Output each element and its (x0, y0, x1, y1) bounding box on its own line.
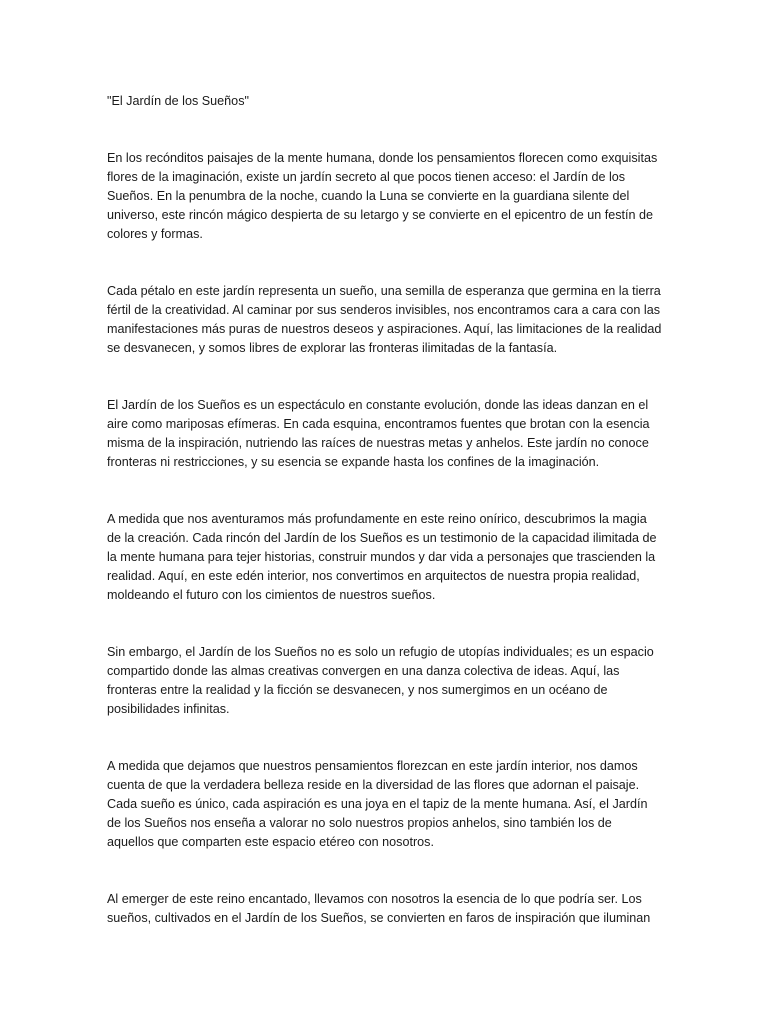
document-title: "El Jardín de los Sueños" (107, 94, 249, 108)
document-body (107, 92, 662, 966)
paragraph: Sin embargo, el Jardín de los Sueños no es solo un refugio de utopías individuales; es un espacio compartido donde las almas creativas convergen en una danza colectiva de ideas. Aquí, las fronteras entre la realidad y la ficción se desvanecen, y nos sumergimos en un océano de posibilidades infinitas. (107, 645, 654, 716)
paragraph: A medida que dejamos que nuestros pensamientos florezcan en este jardín interior, nos damos cuenta de que la verdadera belleza reside en la diversidad de las flores que adornan el paisaje. Cada sueño es único, cada aspiración es una joya en el tapiz de la mente humana. Así, el Jardín de los Sueños nos enseña a valorar no solo nuestros propios anhelos, sino también los de aquellos que comparten este espacio etéreo con nosotros. (107, 759, 648, 849)
paragraph: Al emerger de este reino encantado, llevamos con nosotros la esencia de lo que podría ser. Los sueños, cultivados en el Jardín de los Sueños, se convierten en faros de inspiración que iluminan (107, 892, 651, 925)
paragraph: El Jardín de los Sueños es un espectáculo en constante evolución, donde las ideas danzan en el aire como mariposas efímeras. En cada esquina, encontramos fuentes que brotan con la esencia misma de la inspiración, nutriendo las raíces de nuestras metas y anhelos. Este jardín no conoce fronteras ni restricciones, y su esencia se expande hasta los confines de la imaginación. (107, 398, 650, 469)
paragraph: A medida que nos aventuramos más profundamente en este reino onírico, descubrimos la magia de la creación. Cada rincón del Jardín de los Sueños es un testimonio de la capacidad ilimitada de la mente humana para tejer historias, construir mundos y dar vida a personajes que trascienden la realidad. Aquí, en este edén interior, nos convertimos en arquitectos de nuestra propia realidad, moldeando el futuro con los cimientos de nuestros sueños. (107, 512, 657, 602)
paragraph: En los recónditos paisajes de la mente humana, donde los pensamientos florecen como exquisitas flores de la imaginación, existe un jardín secreto al que pocos tienen acceso: el Jardín de los Sueños. En la penumbra de la noche, cuando la Luna se convierte en la guardiana silente del universo, este rincón mágico despierta de su letargo y se convierte en el epicentro de un festín de colores y formas. (107, 151, 658, 241)
paragraph: Cada pétalo en este jardín representa un sueño, una semilla de esperanza que germina en la tierra fértil de la creatividad. Al caminar por sus senderos invisibles, nos encontramos cara a cara con las manifestaciones más puras de nuestros deseos y aspiraciones. Aquí, las limitaciones de la realidad se desvanecen, y somos libres de explorar las fronteras ilimitadas de la fantasía. (107, 284, 662, 355)
